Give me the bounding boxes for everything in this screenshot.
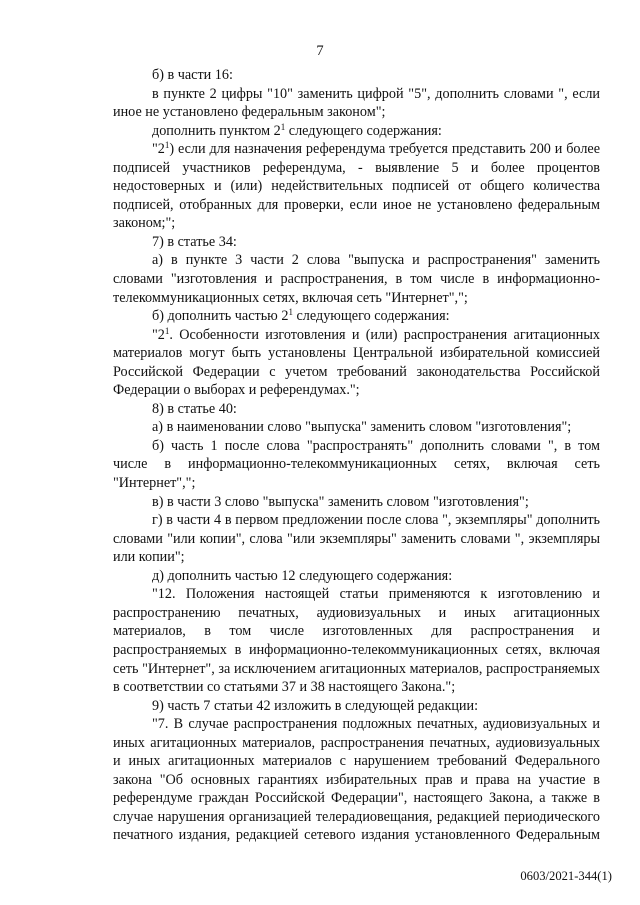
paragraph xyxy=(113,307,600,326)
paragraph xyxy=(113,140,600,233)
superscript-index: 1 xyxy=(164,325,170,336)
superscript-index: 1 xyxy=(288,307,293,318)
paragraph: в) в части 3 слово "выпуска" заменить словом "изготовления"; xyxy=(152,493,529,510)
paragraph: д) дополнить частью 12 следующего содержания: xyxy=(152,567,453,584)
paragraph-text: б) дополнить частью 2 xyxy=(152,308,289,325)
document-body xyxy=(113,66,600,845)
paragraph: "12. Положения настоящей статьи применяются к изготовлению и распространению печатных, аудиовизуальных и иных агитационных материалов, в том числе изготовленных для распространения и распространяемых в информационно-телекоммуникационных сетях, включая сеть "Интернет", за исключением агитационных материалов, распространяемых в соответствии со статьями 37 и 38 настоящего Закона."; xyxy=(113,586,600,696)
superscript-index: 1 xyxy=(164,140,170,151)
paragraph: а) в пункте 3 части 2 слова "выпуска и распространения" заменить словами "изготовления и распространения, в том числе в информационно-телекоммуникационных сетях, включая сеть "Интернет","; xyxy=(113,252,600,306)
paragraph: "7. В случае распространения подложных печатных, аудиовизуальных и иных агитационных материалов, распространения печатных, аудиовизуальных и иных агитационных материалов с нарушением требований Федерального закона "Об основных гарантиях избирательных прав и права на участие в референдуме граждан Российской Федерации", настоящего Закона, а также в случае нарушения организацией телерадиовещания, редакцией периодического печатного издания, редакцией сетевого издания установленного Федеральным xyxy=(113,716,600,844)
paragraph: 9) часть 7 статьи 42 изложить в следующей редакции: xyxy=(152,697,479,714)
paragraph: г) в части 4 в первом предложении после слова ", экземпляры" дополнить словами "или копии", слова "или экземпляры" заменить словами ", экземпляры или копии"; xyxy=(113,512,600,566)
paragraph-text: следующего содержания: xyxy=(285,122,442,139)
paragraph: в пункте 2 цифры "10" заменить цифрой "5", дополнить словами ", если иное не установлено федеральным законом"; xyxy=(113,85,600,121)
paragraph: б) часть 1 после слова "распространять" дополнить словами ", в том числе в информационно-телекоммуникационных сетях, включая сеть "Интернет","; xyxy=(113,437,600,492)
paragraph-text: дополнить пунктом 2 xyxy=(152,122,281,139)
page-number: 7 xyxy=(316,43,324,59)
paragraph: б) в части 16: xyxy=(152,67,233,83)
paragraph: а) в наименовании слово "выпуска" заменить словом "изготовления"; xyxy=(152,419,572,436)
paragraph xyxy=(113,122,600,141)
paragraph xyxy=(113,326,600,400)
superscript-index: 1 xyxy=(280,121,286,132)
paragraph-text: ) если для назначения референдума требуется представить 200 и более подписей участников референдума, - выявление 5 и более процентов недостоверных и (или) недействительных подписей от общего количества подписей, отобранных для проверки, если иное не установлено федеральным законом;"; xyxy=(113,141,600,232)
paragraph-text: "2 xyxy=(152,141,165,158)
document-code: 0603/2021-344(1) xyxy=(520,869,612,883)
paragraph: 8) в статье 40: xyxy=(152,400,237,417)
paragraph-text: . Особенности изготовления и (или) распространения агитационных материалов могут быть установлены Центральной избирательной комиссией Российской Федерации с учетом требований законодательства Российской Федерации о выборах и референдумах."; xyxy=(113,326,600,399)
paragraph: 7) в статье 34: xyxy=(152,233,237,250)
paragraph-text: следующего содержания: xyxy=(292,308,450,325)
paragraph-text: "2 xyxy=(152,326,165,343)
